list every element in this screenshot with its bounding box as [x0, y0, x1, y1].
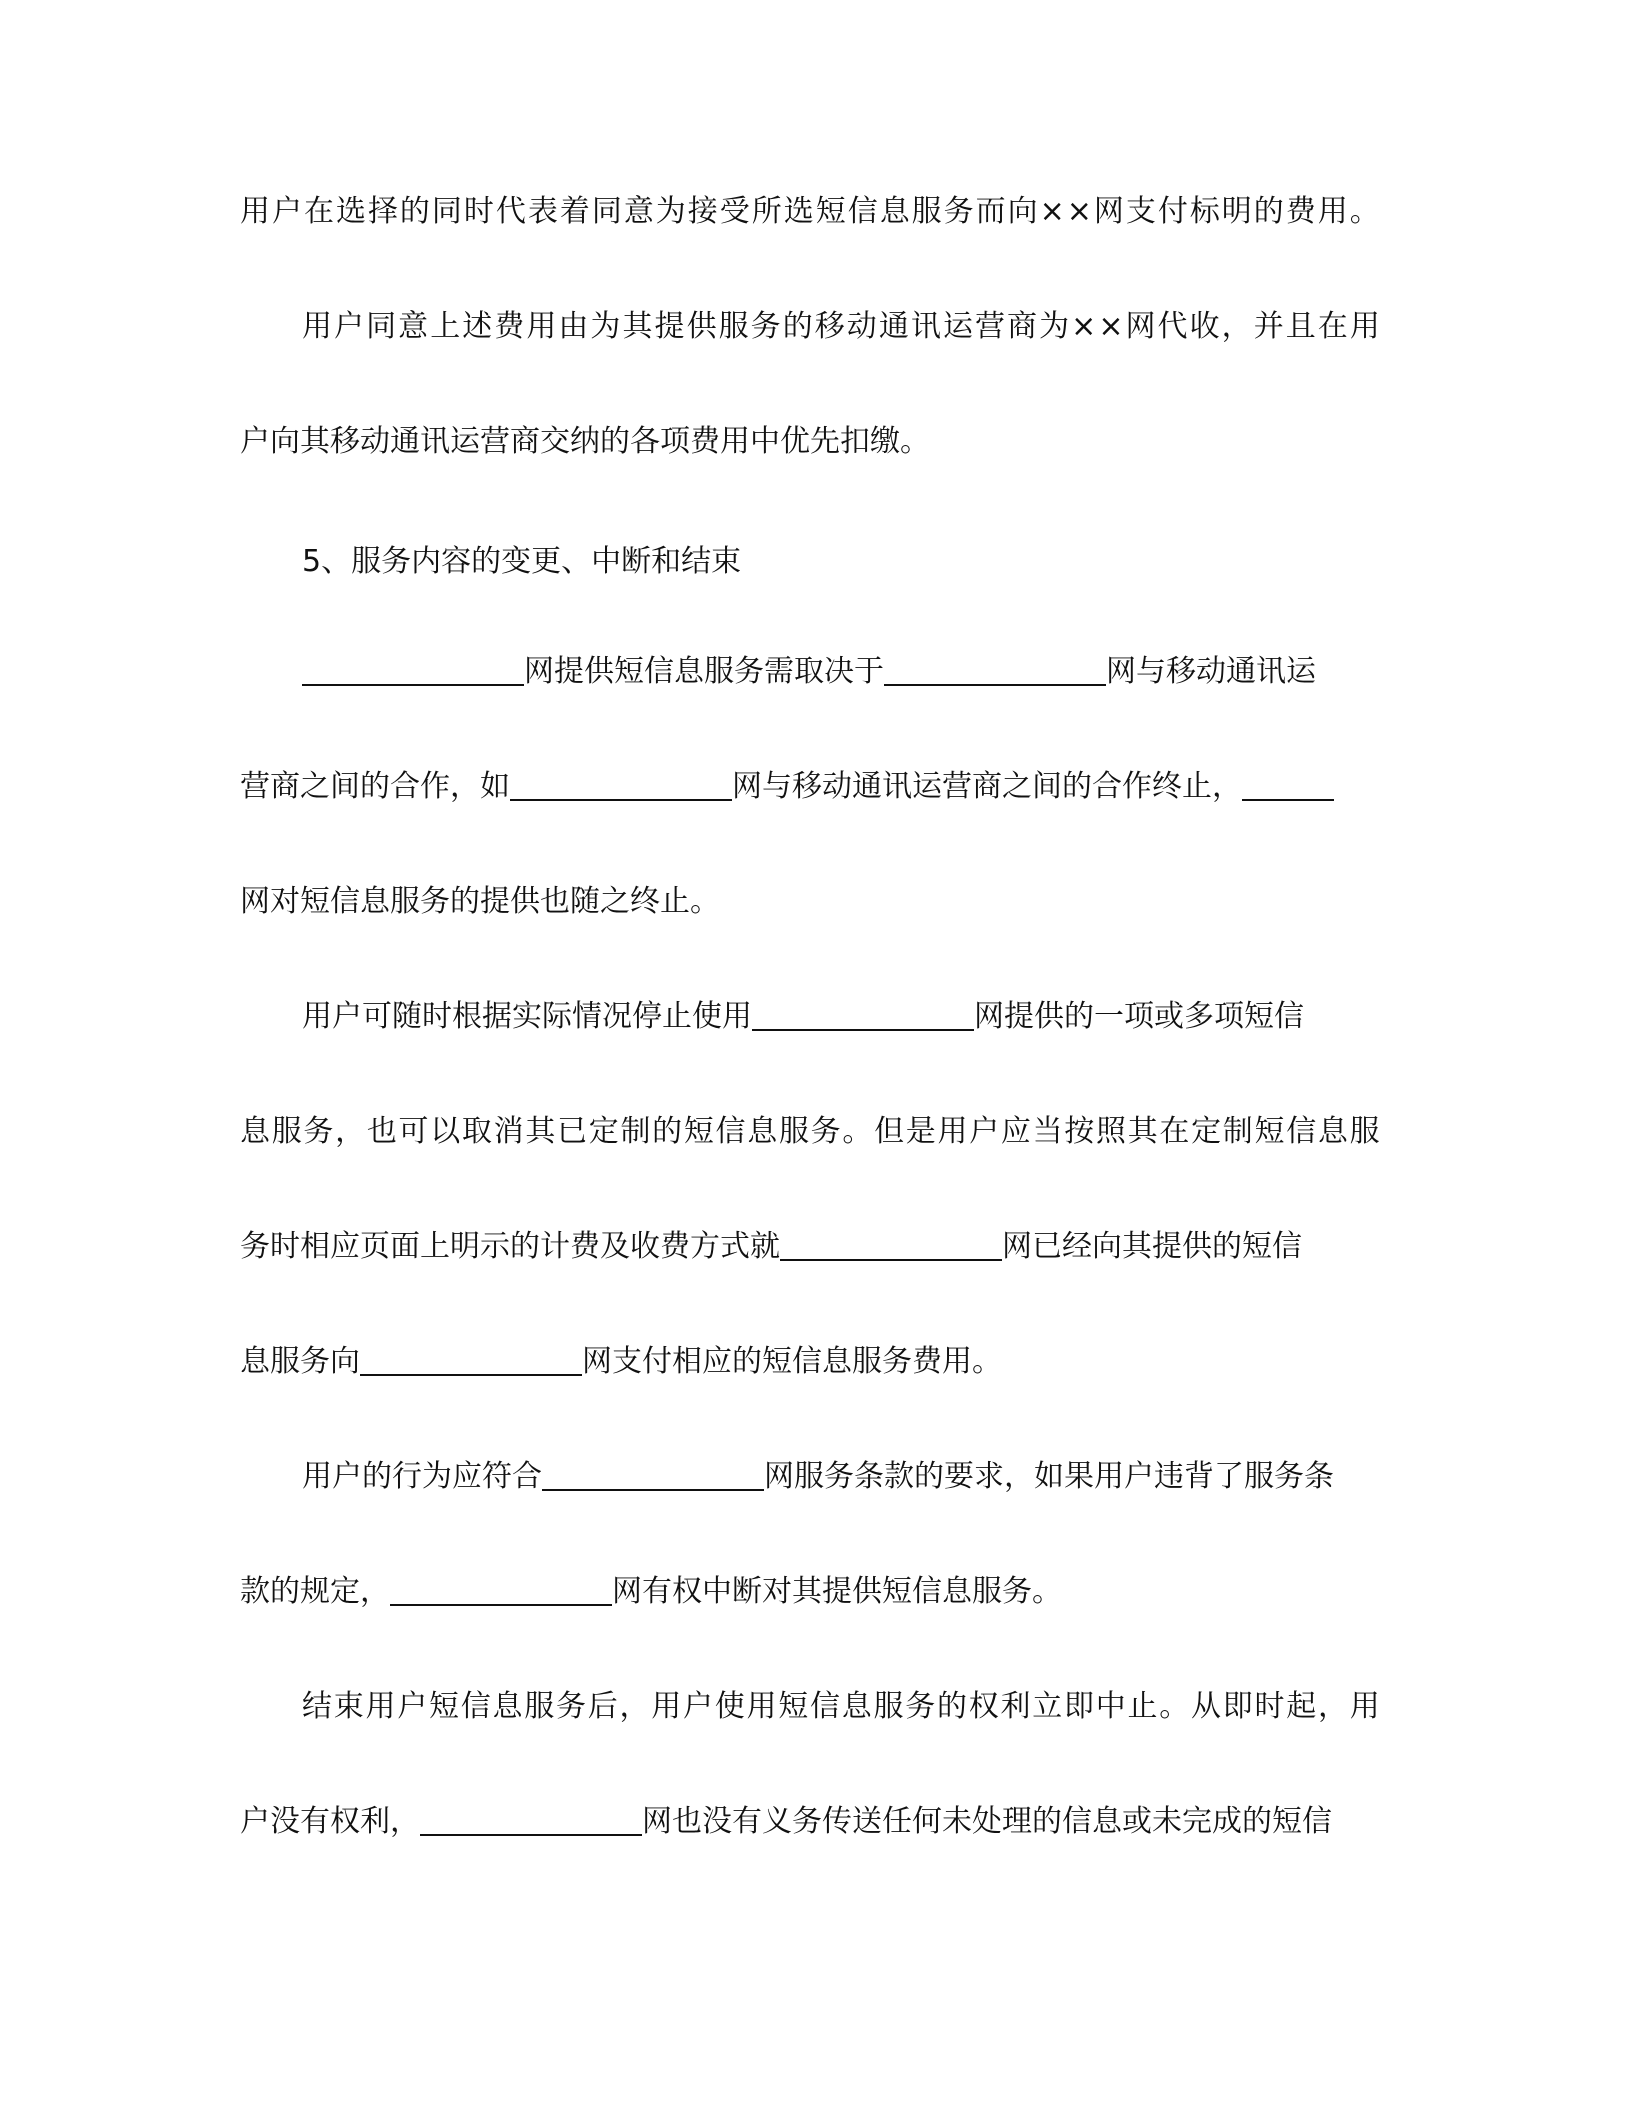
line-text: 网与移动通讯运营商之间的合作终止， — [732, 769, 1242, 804]
text-char: 息 — [879, 194, 910, 229]
text-char: 而 — [975, 194, 1006, 229]
text-char: 在 — [1159, 1114, 1190, 1149]
paragraph-line — [240, 190, 1380, 234]
text-char: 用 — [1349, 1689, 1380, 1724]
text-char: 收 — [1189, 309, 1220, 344]
paragraph-line — [240, 420, 1380, 464]
text-char: 照 — [1095, 1114, 1126, 1149]
text-char: 在 — [303, 194, 334, 229]
text-char: 息 — [240, 1114, 270, 1149]
text-char: 息 — [492, 1689, 523, 1724]
text-char: 同 — [431, 194, 462, 229]
text-char: 用 — [937, 1114, 968, 1149]
text-char: 已 — [557, 1114, 588, 1149]
text-char: 的 — [782, 309, 813, 344]
text-char: 支 — [1125, 194, 1156, 229]
text-char: 商 — [1007, 309, 1038, 344]
text-char: 短 — [815, 194, 846, 229]
text-char: 服 — [911, 194, 942, 229]
text-char: 可 — [398, 1114, 429, 1149]
text-char: 即 — [1064, 1689, 1094, 1724]
text-char: 制 — [620, 1114, 651, 1149]
text-char: 信 — [715, 1114, 746, 1149]
text-char: 起 — [1286, 1689, 1317, 1724]
text-char: 中 — [1095, 1689, 1126, 1724]
paragraph-line — [302, 1455, 1380, 1499]
text-char: 是 — [905, 1114, 936, 1149]
text-char: 信 — [810, 1689, 840, 1724]
line-text: 户没有权利， — [240, 1804, 420, 1839]
text-char: 择 — [367, 194, 398, 229]
text-char: 同 — [591, 194, 622, 229]
text-char: 提 — [654, 309, 685, 344]
text-char: 制 — [1222, 1114, 1253, 1149]
text-char: 为 — [655, 194, 686, 229]
text-char: 通 — [878, 309, 909, 344]
text-char: 立 — [1032, 1689, 1063, 1724]
text-char: 也 — [366, 1114, 397, 1149]
paragraph-line — [302, 1685, 1380, 1729]
text-char: 务 — [750, 309, 781, 344]
text-char: 应 — [1000, 1114, 1031, 1149]
text-char: 的 — [1253, 194, 1284, 229]
text-char: 。 — [842, 1114, 873, 1149]
text-char: 运 — [942, 309, 973, 344]
text-char: ， — [1318, 1689, 1348, 1724]
text-char: 移 — [814, 309, 845, 344]
text-char: 用 — [302, 309, 332, 344]
line-text: 网也没有义务传送任何未处理的信息或未完成的短信 — [642, 1804, 1332, 1839]
line-text: 户向其移动通讯运营商交纳的各项费用中优先扣缴。 — [240, 424, 930, 459]
text-char: 用 — [240, 194, 270, 229]
text-char: 服 — [1349, 1114, 1380, 1149]
text-char: 讯 — [910, 309, 941, 344]
text-char: 但 — [874, 1114, 905, 1149]
text-char: 同 — [366, 309, 397, 344]
text-char: 短 — [778, 1689, 809, 1724]
text-char: 户 — [334, 309, 365, 344]
line-text: 网提供短信息服务需取决于 — [524, 654, 884, 689]
text-char: 当 — [1032, 1114, 1063, 1149]
text-char: 户 — [969, 1114, 1000, 1149]
text-char: 选 — [783, 194, 814, 229]
text-char: 户 — [271, 194, 302, 229]
text-char: 为 — [1039, 309, 1070, 344]
text-char: 消 — [493, 1114, 524, 1149]
text-char: 表 — [527, 194, 558, 229]
text-char: 的 — [937, 1689, 967, 1724]
text-char: 受 — [719, 194, 750, 229]
line-text: 网已经向其提供的短信 — [1002, 1229, 1302, 1264]
text-char: 服 — [271, 1114, 302, 1149]
text-char: 短 — [683, 1114, 714, 1149]
text-char: 服 — [873, 1689, 904, 1724]
text-char: 后 — [587, 1689, 618, 1724]
text-char: 定 — [1191, 1114, 1222, 1149]
text-char: 时 — [1254, 1689, 1285, 1724]
fill-in-blank[interactable] — [420, 1800, 642, 1836]
line-text: 息服务向 — [240, 1344, 360, 1379]
fill-in-blank[interactable] — [1242, 765, 1334, 801]
text-char: 止 — [1127, 1689, 1158, 1724]
text-char: 以 — [430, 1114, 461, 1149]
text-char: 所 — [751, 194, 782, 229]
text-char: 用 — [746, 1689, 777, 1724]
text-char: 。 — [1159, 1689, 1190, 1724]
text-char: 意 — [623, 194, 654, 229]
text-char: 务 — [943, 194, 974, 229]
text-char: 户 — [683, 1689, 713, 1724]
line-text: 用户的行为应符合 — [302, 1459, 542, 1494]
paragraph-line — [302, 995, 1380, 1039]
text-char: 按 — [1064, 1114, 1095, 1149]
text-char: 户 — [397, 1689, 428, 1724]
text-char: 其 — [525, 1114, 556, 1149]
text-char: 费 — [1285, 194, 1316, 229]
text-char: 着 — [559, 194, 590, 229]
text-char: 述 — [462, 309, 493, 344]
line-text: 款的规定， — [240, 1574, 390, 1609]
text-char: 权 — [968, 1689, 999, 1724]
text-char: 服 — [524, 1689, 555, 1724]
line-text: 营商之间的合作，如 — [240, 769, 510, 804]
text-char: 向 — [1007, 194, 1038, 229]
line-text: 网提供的一项或多项短信 — [974, 999, 1304, 1034]
text-char: 选 — [335, 194, 366, 229]
line-text: 用户可随时根据实际情况停止使用 — [302, 999, 752, 1034]
text-char: 上 — [430, 309, 461, 344]
text-char: 用 — [651, 1689, 682, 1724]
paragraph-line — [302, 305, 1380, 349]
text-char: 供 — [686, 309, 717, 344]
text-char: 代 — [1157, 309, 1188, 344]
text-char: 动 — [846, 309, 877, 344]
text-char: 的 — [652, 1114, 683, 1149]
text-char: 利 — [1000, 1689, 1031, 1724]
text-char: 为 — [590, 309, 621, 344]
text-char: 费 — [494, 309, 525, 344]
text-char: 其 — [1127, 1114, 1158, 1149]
text-char: × — [1066, 194, 1092, 229]
text-char: 由 — [558, 309, 589, 344]
text-char: 信 — [460, 1689, 491, 1724]
text-char: 使 — [714, 1689, 745, 1724]
text-char: 付 — [1157, 194, 1188, 229]
text-char: 取 — [461, 1114, 492, 1149]
text-char: 务 — [905, 1689, 936, 1724]
paragraph-line — [240, 1800, 1380, 1844]
heading-text: 5、服务内容的变更、中断和结束 — [302, 544, 742, 579]
fill-in-blank[interactable] — [390, 1570, 612, 1606]
text-char: 接 — [687, 194, 718, 229]
text-char: 代 — [495, 194, 526, 229]
text-char: 时 — [463, 194, 494, 229]
text-char: 束 — [333, 1689, 364, 1724]
text-char: 信 — [847, 194, 878, 229]
paragraph-line — [302, 650, 1380, 694]
text-char: 定 — [588, 1114, 619, 1149]
line-text: 网支付相应的短信息服务费用。 — [582, 1344, 1002, 1379]
fill-in-blank[interactable] — [302, 650, 524, 686]
text-char: 其 — [622, 309, 653, 344]
text-char: 息 — [841, 1689, 872, 1724]
text-char: × — [1071, 309, 1097, 344]
text-char: 且 — [1285, 309, 1316, 344]
text-char: 网 — [1125, 309, 1156, 344]
text-char: 短 — [1254, 1114, 1285, 1149]
text-char: 结 — [302, 1689, 332, 1724]
text-char: 用 — [1317, 194, 1348, 229]
text-char: × — [1098, 309, 1124, 344]
text-char: 意 — [398, 309, 429, 344]
text-char: 用 — [1349, 309, 1380, 344]
line-text: 网有权中断对其提供短信息服务。 — [612, 1574, 1062, 1609]
text-char: 即 — [1222, 1689, 1253, 1724]
paragraph-line — [240, 880, 1380, 924]
text-char: 信 — [1286, 1114, 1317, 1149]
text-char: 。 — [1349, 194, 1380, 229]
line-text: 网与移动通讯运 — [1106, 654, 1316, 689]
section-heading — [302, 540, 1380, 584]
text-char: 短 — [429, 1689, 459, 1724]
text-char: 用 — [365, 1689, 396, 1724]
paragraph-line — [240, 1110, 1380, 1154]
text-char: 服 — [778, 1114, 809, 1149]
text-char: 在 — [1317, 309, 1348, 344]
text-char: 息 — [1317, 1114, 1348, 1149]
text-char: 营 — [974, 309, 1005, 344]
text-char: 务 — [556, 1689, 586, 1724]
text-char: 务 — [303, 1114, 334, 1149]
text-char: 标 — [1189, 194, 1220, 229]
text-char: 务 — [810, 1114, 841, 1149]
fill-in-blank[interactable] — [510, 765, 732, 801]
text-char: 并 — [1253, 309, 1284, 344]
text-char: 息 — [747, 1114, 778, 1149]
text-char: ， — [335, 1114, 366, 1149]
text-char: 服 — [718, 309, 749, 344]
text-char: 明 — [1221, 194, 1252, 229]
line-text: 网服务条款的要求，如果用户违背了服务条 — [764, 1459, 1334, 1494]
text-char: 的 — [399, 194, 430, 229]
line-text: 网对短信息服务的提供也随之终止。 — [240, 884, 720, 919]
line-text: 务时相应页面上明示的计费及收费方式就 — [240, 1229, 780, 1264]
fill-in-blank[interactable] — [752, 995, 974, 1031]
paragraph-line — [240, 1570, 1380, 1614]
fill-in-blank[interactable] — [780, 1225, 1002, 1261]
fill-in-blank[interactable] — [360, 1340, 582, 1376]
text-char: × — [1039, 194, 1065, 229]
text-char: 网 — [1093, 194, 1124, 229]
paragraph-line — [240, 1340, 1380, 1384]
paragraph-line — [240, 1225, 1380, 1269]
text-char: 从 — [1191, 1689, 1221, 1724]
fill-in-blank[interactable] — [542, 1455, 764, 1491]
paragraph-line — [240, 765, 1380, 809]
fill-in-blank[interactable] — [884, 650, 1106, 686]
text-char: 用 — [526, 309, 557, 344]
text-char: ， — [1221, 309, 1252, 344]
text-char: ， — [619, 1689, 650, 1724]
